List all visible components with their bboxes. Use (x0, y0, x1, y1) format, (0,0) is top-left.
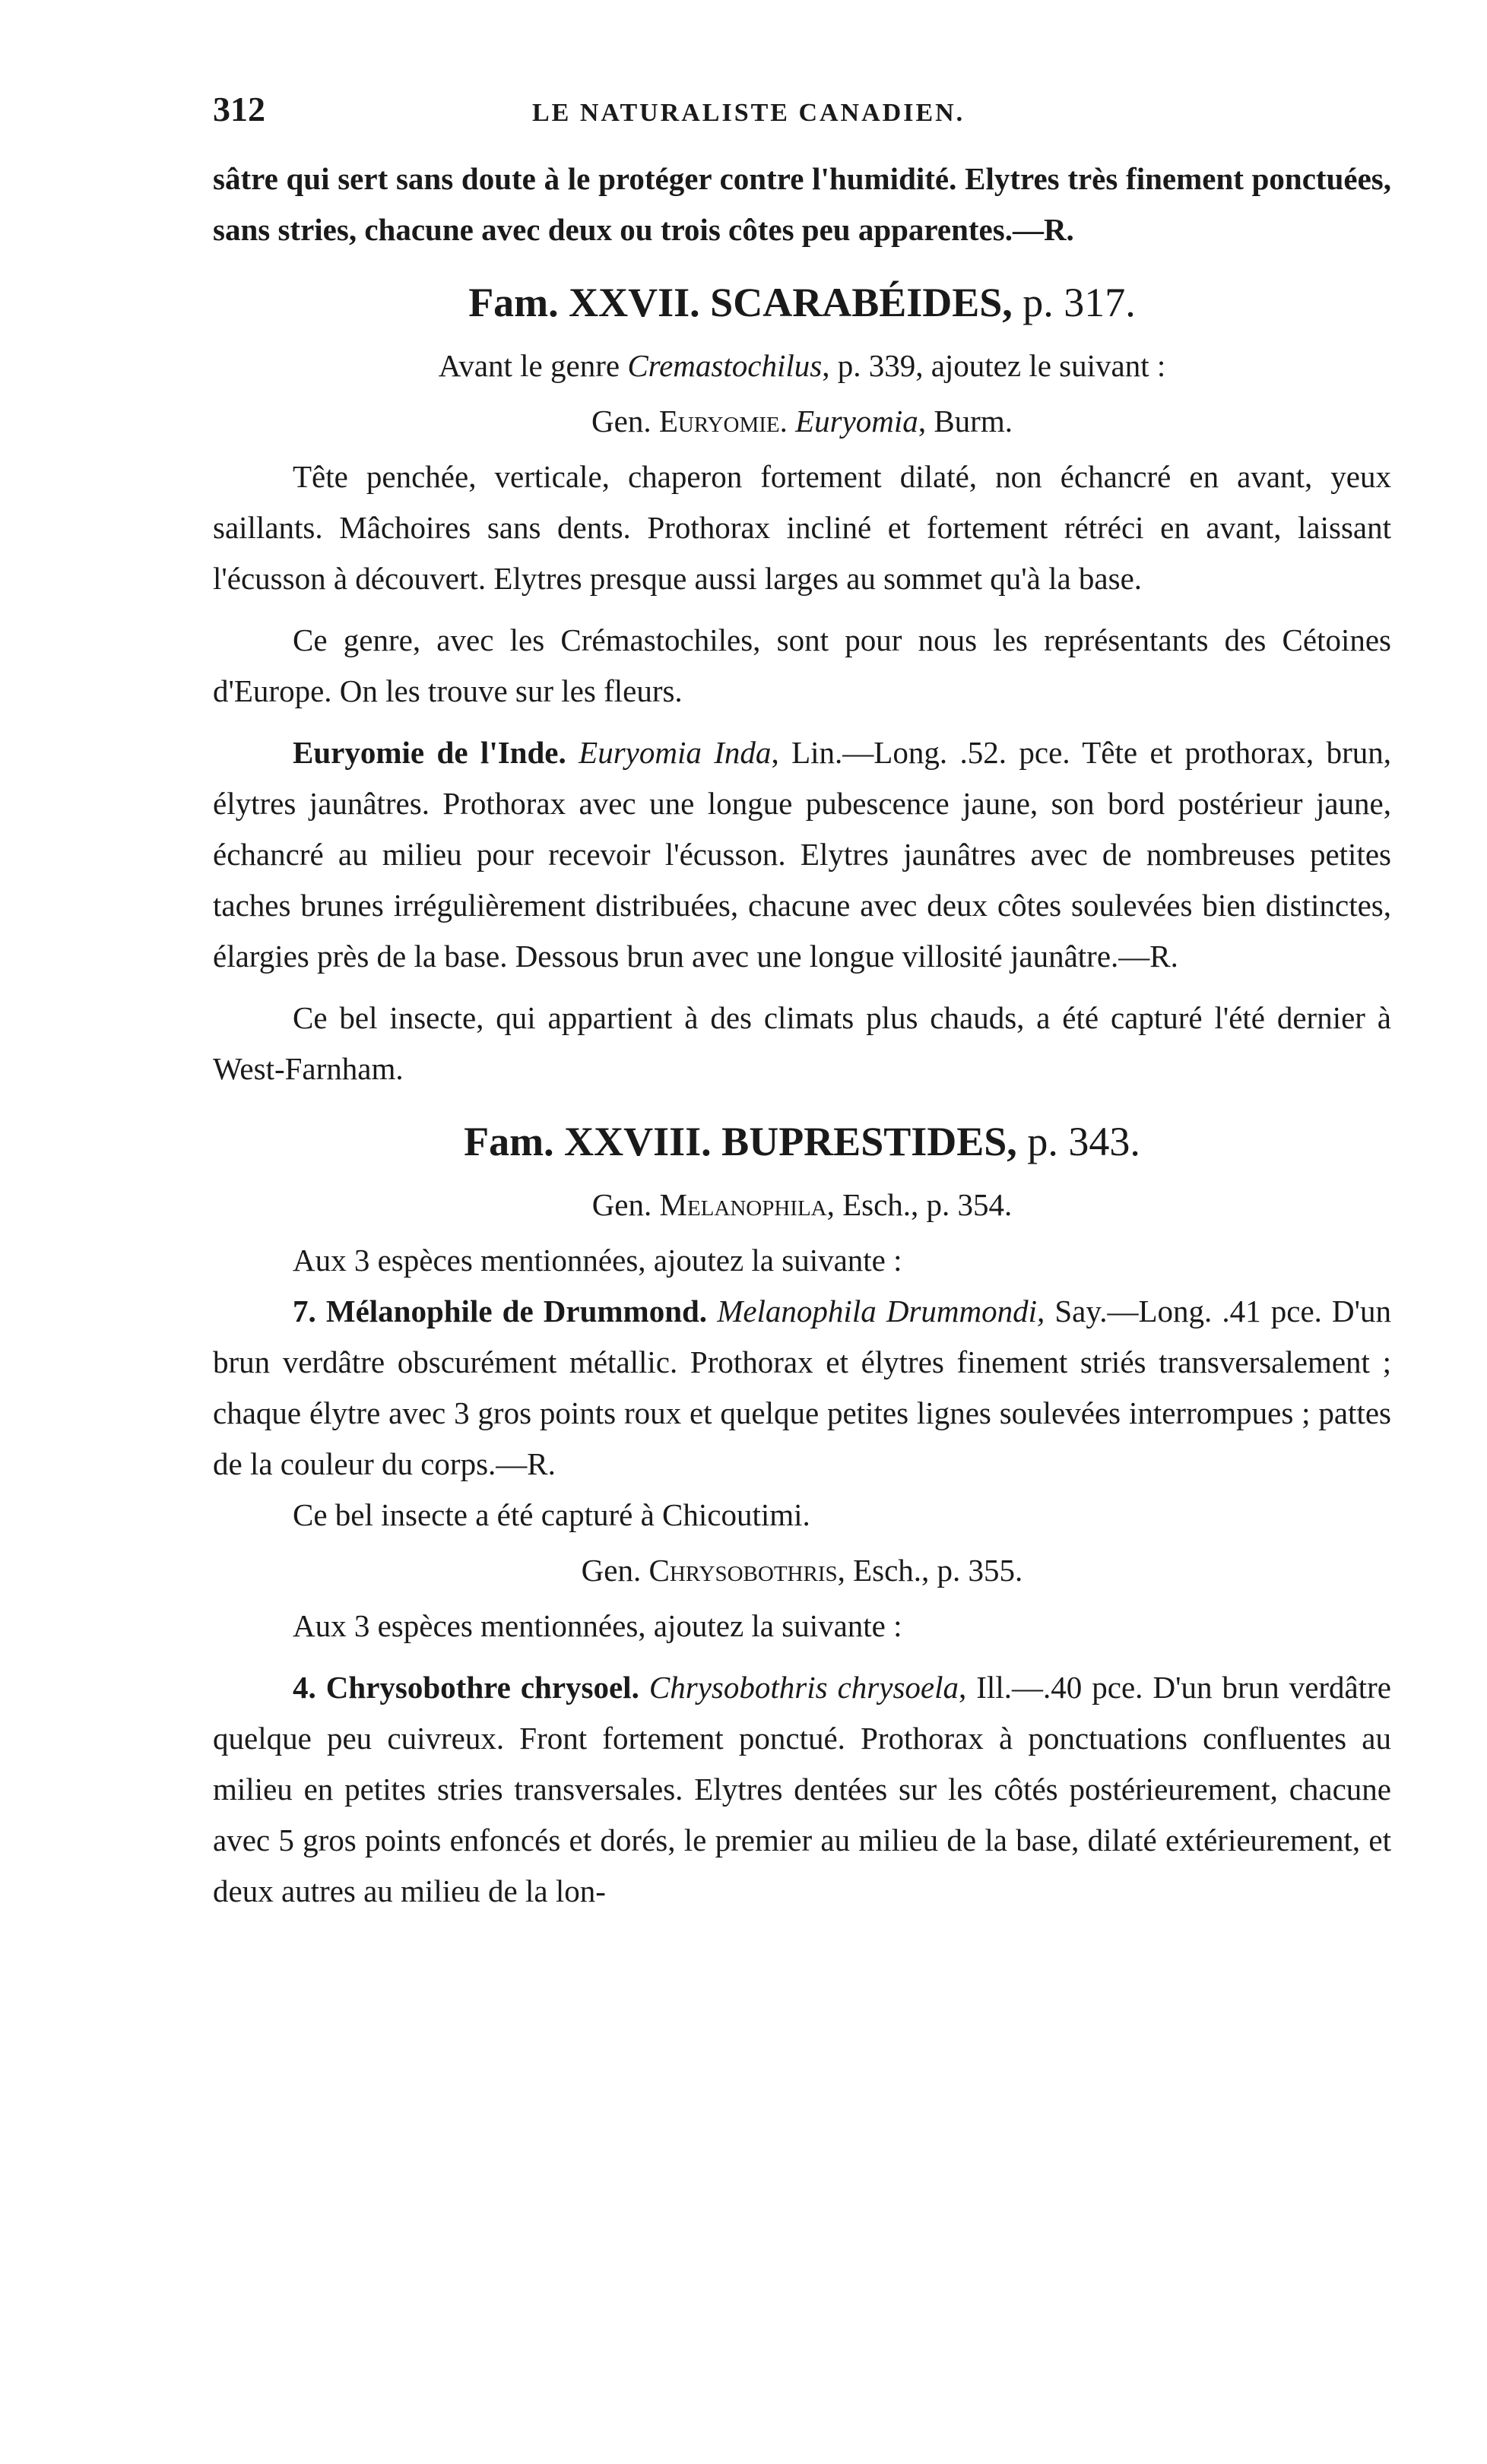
genus-name: Melanophila (659, 1187, 827, 1222)
species-name: Euryomie de l'Inde. (293, 735, 566, 770)
capture-note: Ce bel insecte a été capturé à Chicoutimi. (293, 1497, 810, 1532)
genus-heading-euryomie (213, 396, 1391, 447)
gen-label: Gen. (581, 1553, 649, 1588)
genus-latin: Euryomia (795, 404, 918, 439)
genus-author: , Esch., p. 354. (826, 1187, 1013, 1222)
page-number: 312 (213, 90, 265, 128)
family-heading-buprestides (213, 1111, 1391, 1172)
species-latin: Chrysobothris chrysoela (648, 1670, 959, 1705)
separator: . (779, 404, 796, 439)
running-title: LE NATURALISTE CANADIEN. (532, 99, 965, 127)
species-description: , Ill.—.40 pce. D'un brun verdâtre quelque peu cuivreux. Front fortement ponctué. Prothorax à ponctuations confluentes au milieu en petites stries transversales. Elytres dentées sur les côtés postérieurement, chacune avec 5 gros points enfoncés et dorés, le premier au milieu de la base, dilaté extérieurement, et deux autres au milieu de la lon- (213, 1670, 1391, 1908)
instruction-line: Aux 3 espèces mentionnées, ajoutez la suivante : (293, 1608, 902, 1643)
species-latin: Melanophila Drummondi, (717, 1294, 1045, 1329)
species-name: 7. Mélanophile de Drummond. (293, 1294, 708, 1329)
continued-paragraph: sâtre qui sert sans doute à le protéger contre l'humidité. Elytres très finement ponctuées, sans stries, chacune avec deux ou trois côtes peu apparentes.—R. (213, 161, 1391, 247)
family-page: p. 317. (1023, 280, 1136, 325)
instruction-text: Avant le genre (438, 348, 628, 383)
gen-label: Gen. (591, 1187, 660, 1222)
family-name: Fam. XXVII. SCARABÉIDES, (468, 280, 1013, 325)
genus-author: , Burm. (918, 404, 1013, 439)
running-head (213, 84, 1391, 137)
genus-name: Chrysobothris (648, 1553, 838, 1588)
species-name: 4. Chrysobothre chrysoel. (293, 1670, 639, 1705)
species-description: , Lin.—Long. .52. pce. Tête et prothorax, brun, élytres jaunâtres. Prothorax avec une longue pubescence jaune, son bord postérieur jaune, échancré au milieu pour recevoir l'écusson. Elytres jaunâtres avec de nombreuses petites taches brunes irrégulièrement distribuées, chacune avec deux côtes soulevées bien distinctes, élargies près de la base. Dessous brun avec une longue villosité jaunâtre.—R. (213, 735, 1391, 974)
capture-note: Ce bel insecte, qui appartient à des climats plus chauds, a été capturé l'été dernier à West-Farnham. (213, 1000, 1391, 1086)
family-heading-scarabeides (213, 272, 1391, 333)
species-melanophile (213, 1286, 1391, 1490)
genus-note: Ce genre, avec les Crémastochiles, sont pour nous les représentants des Cétoines d'Europe. On les trouve sur les fleurs. (213, 622, 1391, 708)
genus-heading-chrysobothris (213, 1545, 1391, 1596)
genus-french: Euryomie (658, 404, 780, 439)
genus-description: Tête penchée, verticale, chaperon fortement dilaté, non échancré en avant, yeux saillants. Mâchoires sans dents. Prothorax incliné et fortement rétréci en avant, laissant l'écusson à découvert. Elytres presque aussi larges au sommet qu'à la base. (213, 459, 1391, 596)
genus-heading-melanophila (213, 1180, 1391, 1230)
instruction-text-end: , p. 339, ajoutez le suivant : (822, 348, 1166, 383)
family-page: p. 343. (1027, 1119, 1140, 1164)
species-chrysobothre (213, 1662, 1391, 1917)
genus-name: Cremastochilus (627, 348, 823, 383)
gen-label: Gen. (591, 404, 659, 439)
family-name: Fam. XXVIII. BUPRESTIDES, (464, 1119, 1017, 1164)
species-latin: Euryomia Inda (579, 735, 772, 770)
genus-author: , Esch., p. 355. (837, 1553, 1023, 1588)
instruction-line: Aux 3 espèces mentionnées, ajoutez la suivante : (293, 1243, 902, 1278)
instruction-line (213, 340, 1391, 391)
species-euryomie-inde (213, 727, 1391, 982)
book-page (213, 84, 1391, 1917)
species-description: Say.—Long. .41 pce. D'un brun verdâtre obscurément métallic. Prothorax et élytres finement striés transversalement ; chaque élytre avec 3 gros points roux et quelque petites lignes soulevées interrompues ; pattes de la couleur du corps.—R. (213, 1294, 1392, 1481)
